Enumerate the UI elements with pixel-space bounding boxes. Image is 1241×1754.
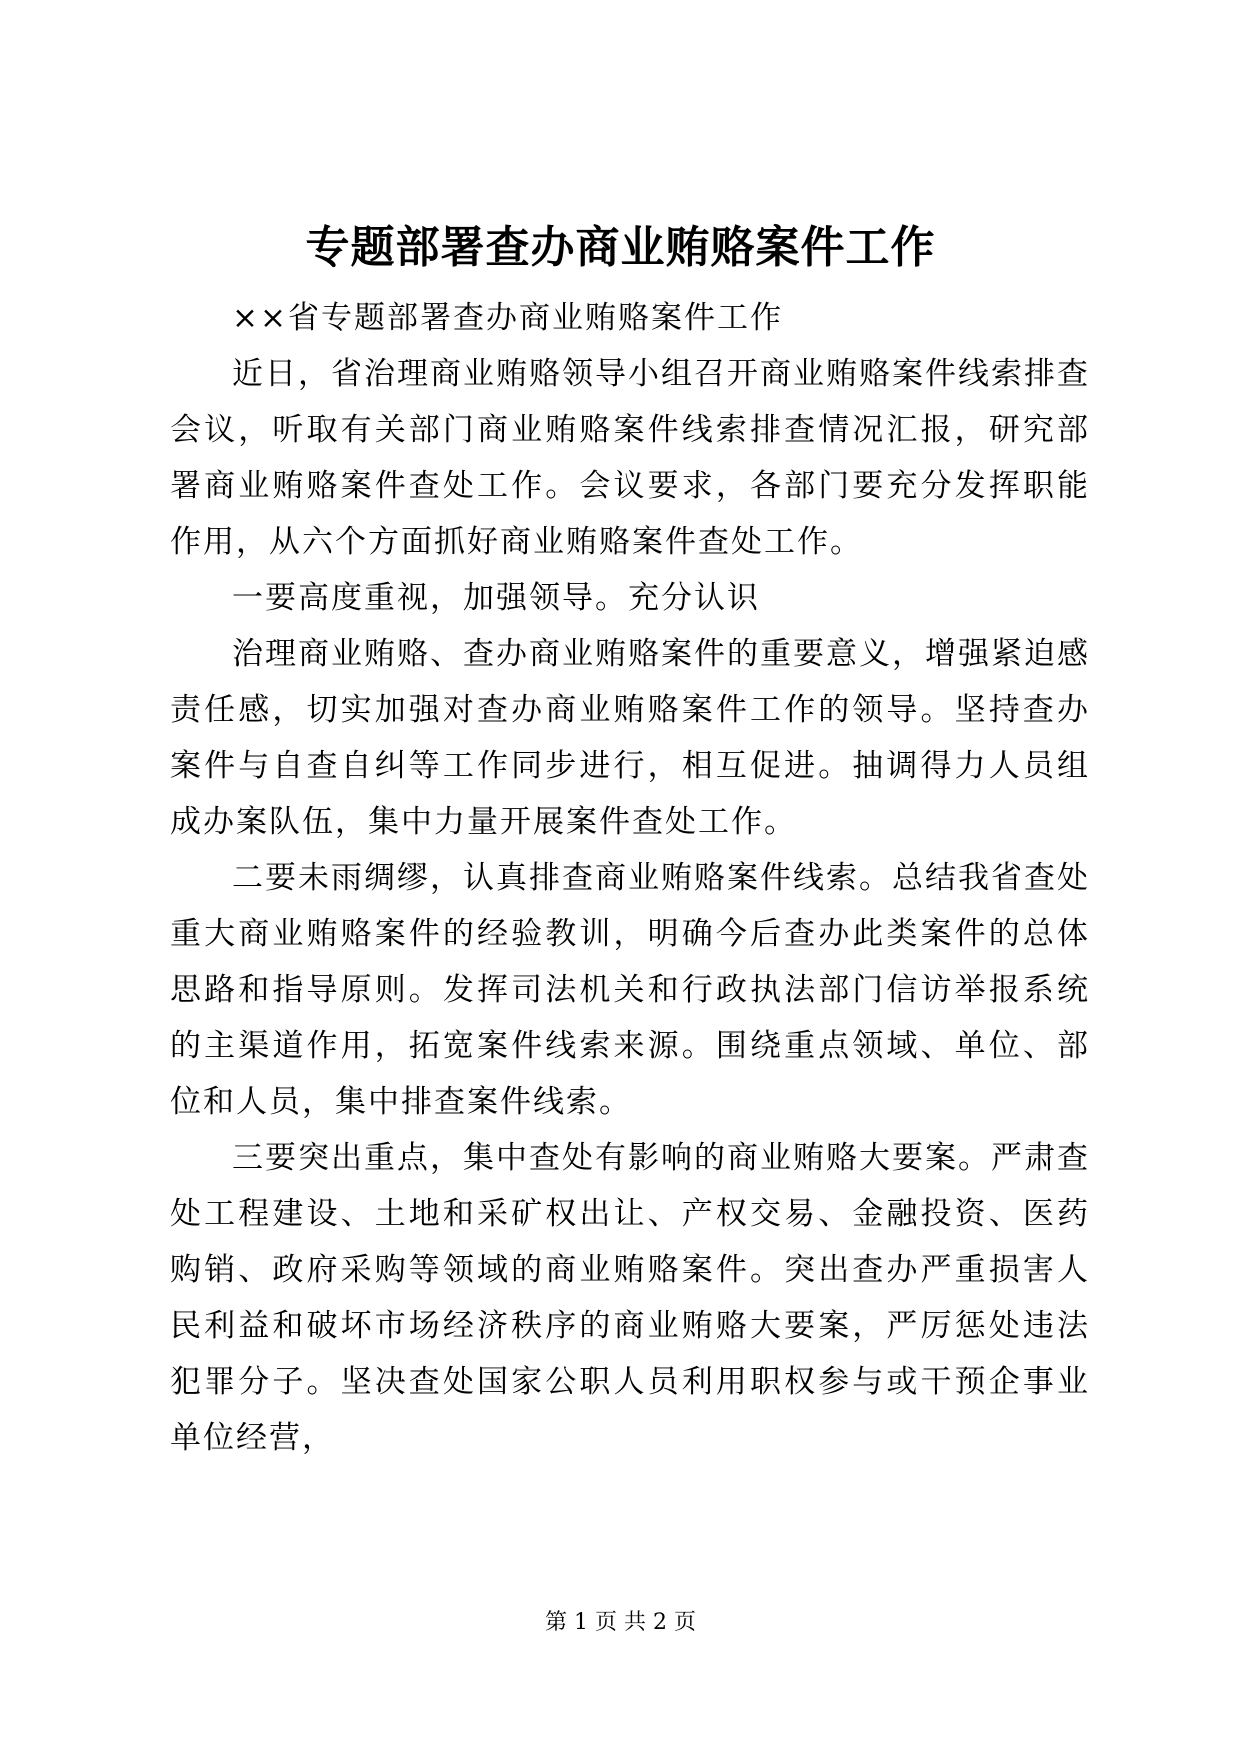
- paragraph-subtitle: ××省专题部署查办商业贿赂案件工作: [232, 300, 783, 336]
- paragraph-intro: 近日，省治理商业贿赂领导小组召开商业贿赂案件线索排查会议，听取有关部门商业贿赂案件线索排查情况汇报，研究部署商业贿赂案件查处工作。会议要求，各部门要充分发挥职能作用，从六个方面抓好商业贿赂案件查处工作。: [170, 356, 1090, 560]
- paragraph-point-three: 三要突出重点，集中查处有影响的商业贿赂大要案。严肃查处工程建设、土地和采矿权出让、产权交易、金融投资、医药购销、政府采购等领域的商业贿赂案件。突出查办严重损害人民利益和破坏市场经济秩序的商业贿赂大要案，严厉惩处违法犯罪分子。坚决查处国家公职人员利用职权参与或干预企事业单位经营，: [170, 1140, 1090, 1456]
- document-body: [170, 290, 1090, 1466]
- paragraph-point-one-body: 治理商业贿赂、查办商业贿赂案件的重要意义，增强紧迫感责任感，切实加强对查办商业贿赂案件工作的领导。坚持查办案件与自查自纠等工作同步进行，相互促进。抽调得力人员组成办案队伍，集中力量开展案件查处工作。: [170, 636, 1090, 840]
- paragraph-point-one-heading: 一要高度重视，加强领导。充分认识: [232, 580, 760, 616]
- page-number-footer: 第 1 页 共 2 页: [545, 1610, 696, 1635]
- document-title: 专题部署查办商业贿赂案件工作: [305, 222, 936, 273]
- paragraph-point-two: 二要未雨绸缪，认真排查商业贿赂案件线索。总结我省查处重大商业贿赂案件的经验教训，明确今后查办此类案件的总体思路和指导原则。发挥司法机关和行政执法部门信访举报系统的主渠道作用，拓宽案件线索来源。围绕重点领域、单位、部位和人员，集中排查案件线索。: [170, 860, 1090, 1120]
